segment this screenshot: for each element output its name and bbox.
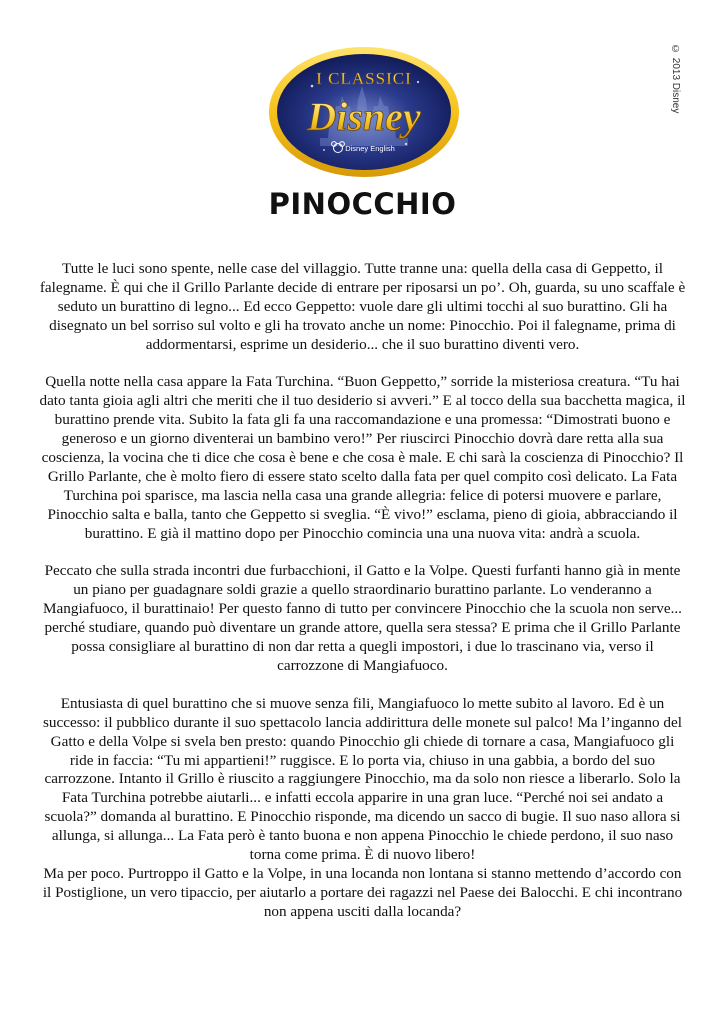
logo-disney-english: Disney English bbox=[345, 144, 395, 153]
logo-disney-script: Disney bbox=[307, 94, 421, 139]
story-paragraph-2: Quella notte nella casa appare la Fata Turchina. “Buon Geppetto,” sorride la misteriosa creatura. “Tu hai dato tanta gioia agli altri che meriti che il tuo desiderio si avveri.” E al tocco della sua bacchetta magica, il burattino prende vita. Subito la fata gli fa una raccomandazione e una promessa: “Dimostrati buono e generoso e un giorno diventerai un bambino vero!” Per riuscirci Pinocchio dovrà dare retta alla sua coscienza, la vocina che ti dice che cosa è bene e che cosa è male. E chi sarà la coscienza di Pinocchio? Il Grillo Parlante, che è molto fiero di essere stato scelto dalla fata per quel compito così delicato. La Fata Turchina poi sparisce, ma lascia nella casa una grande allegria: felice di potersi muovere e parlare, Pinocchio salta e balla, tanto che Geppetto si sveglia. “È vivo!” esclama, pieno di gioia, abbracciando il burattino. E già il mattino dopo per Pinocchio comincia una una nuova vita: andrà a scuola. bbox=[39, 373, 686, 542]
logo-line-i-classici: I CLASSICI bbox=[316, 69, 412, 88]
story-text bbox=[38, 260, 687, 922]
story-paragraph-4: Entusiasta di quel burattino che si muove senza fili, Mangiafuoco lo mette subito al lavoro. Ed è un successo: il pubblico durante il suo spettacolo lancia addirittura delle monete sul palco! Ma l’inganno del Gatto e della Volpe si svela ben presto: quando Pinocchio gli chiede di tornare a casa, Mangiafuoco gli ride in faccia: “Tu mi appartieni!” ruggisce. E lo porta via, chiuso in una gabbia, a bordo del suo carrozzone. Intanto il Grillo è riuscito a raggiungere Pinocchio, ma da solo non riesce a liberarlo. Solo la Fata Turchina potrebbe aiutarli... e infatti eccola apparire in una gran luce. “Perché noi sei andato a scuola?” domanda al burattino. E Pinocchio risponde, ma dicendo un sacco di bugie. Il suo naso allora si allunga, si allunga... La Fata però è tanto buona e non appena Pinocchio le chiede perdono, il suo naso torna come prima. È di nuovo libero! bbox=[43, 694, 682, 864]
story-paragraph-1: Tutte le luci sono spente, nelle case del villaggio. Tutte tranne una: quella della casa di Geppetto, il falegname. È qui che il Grillo Parlante decide di entrare per riposarsi un po’. Oh, guarda, su uno scaffale è seduto un burattino di legno... Ed ecco Geppetto: vuole dare gli ultimi tocchi al suo burattino. Gli ha disegnato un bel sorriso sul volto e gli ha trovato anche un nome: Pinocchio. Poi il falegname, prima di addormentarsi, esprime un desiderio... che il suo burattino diventi vero. bbox=[39, 260, 686, 353]
copyright-notice: © 2013 Disney bbox=[670, 44, 681, 114]
i-classici-disney-logo bbox=[268, 46, 460, 178]
story-paragraph-3: Peccato che sulla strada incontri due furbacchioni, il Gatto e la Volpe. Questi furfanti hanno già in mente un piano per guadagnare soldi grazie a quello straordinario burattino parlante. Lo venderanno a Mangiafuoco, il burattinaio! Per questo fanno di tutto per convincere Pinocchio che la scuola non serve... perché studiare, quando può diventare un grande attore, quella sera stessa? E prima che il Grillo Parlante possa consigliare al burattino di non dar retta a quegli impostori, i due lo trascinano via, verso il carrozzone di Mangiafuoco. bbox=[43, 562, 682, 674]
story-paragraph-5: Ma per poco. Purtroppo il Gatto e la Volpe, in una locanda non lontana si stanno mettendo d’accordo con il Postiglione, un vero tipaccio, per aiutarlo a portare dei ragazzi nel Paese dei Balocchi. E chi incontrano non appena usciti dalla locanda? bbox=[42, 864, 683, 920]
page-title: PINOCCHIO bbox=[268, 187, 457, 221]
